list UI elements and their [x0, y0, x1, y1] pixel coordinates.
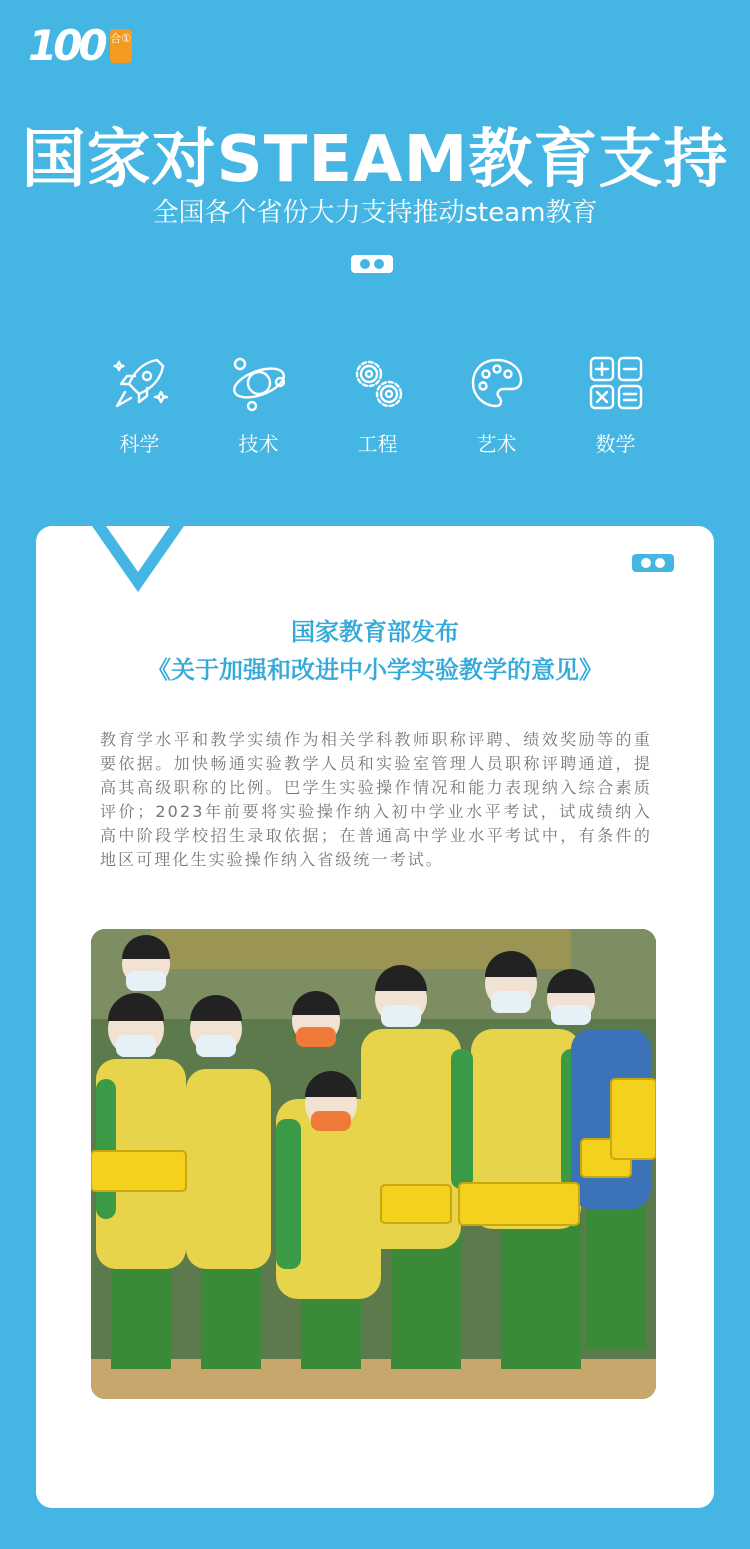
discipline-math: [556, 352, 675, 457]
discipline-label: 技术: [238, 432, 279, 456]
orbit-icon: [228, 352, 290, 414]
page-title: 国家对STEAM教育支持: [21, 123, 729, 197]
discipline-art: [437, 352, 556, 457]
discipline-technology: [199, 352, 318, 457]
brand-logo: [28, 21, 132, 70]
card-body-text: 教育学水平和教学实绩作为相关学科教师职称评聘、绩效奖励等的重要依据。加快畅通实验教学人员和实验室管理人员职称评聘通道，提高其高级职称的比例。巴学生实验操作情况和能力表现纳入综合素质评价；2023年前要将实验操作纳入初中学业水平考试，试成绩纳入高中阶段学校招生录取依据；在普通高中学业水平考试中，有条件的地区可理化生实验操作纳入省级统一考试。: [100, 730, 652, 869]
discipline-label: 工程: [357, 432, 398, 456]
logo-badge: 合①: [110, 29, 132, 63]
page-subtitle: 全国各个省份大力支持推动steam教育: [152, 198, 598, 228]
palette-icon: [466, 352, 528, 414]
logo-number: 100: [28, 21, 104, 70]
discipline-icons-row: [80, 352, 675, 457]
discipline-label: 艺术: [476, 432, 517, 456]
card-dots-icon: [632, 554, 674, 572]
calculator-icon: [585, 352, 647, 414]
discipline-engineering: [318, 352, 437, 457]
card-heading: 国家教育部发布: [291, 618, 459, 646]
discipline-label: 科学: [119, 432, 160, 456]
notch-triangle-icon: [92, 526, 184, 592]
rocket-icon: [109, 352, 171, 414]
card-document-title: 《关于加强和改进中小学实验教学的意见》: [147, 656, 603, 684]
students-photo: [91, 929, 656, 1399]
divider-dots-icon: [351, 255, 393, 273]
policy-card: [36, 526, 714, 1508]
discipline-science: [80, 352, 199, 457]
gears-icon: [347, 352, 409, 414]
discipline-label: 数学: [595, 432, 636, 456]
